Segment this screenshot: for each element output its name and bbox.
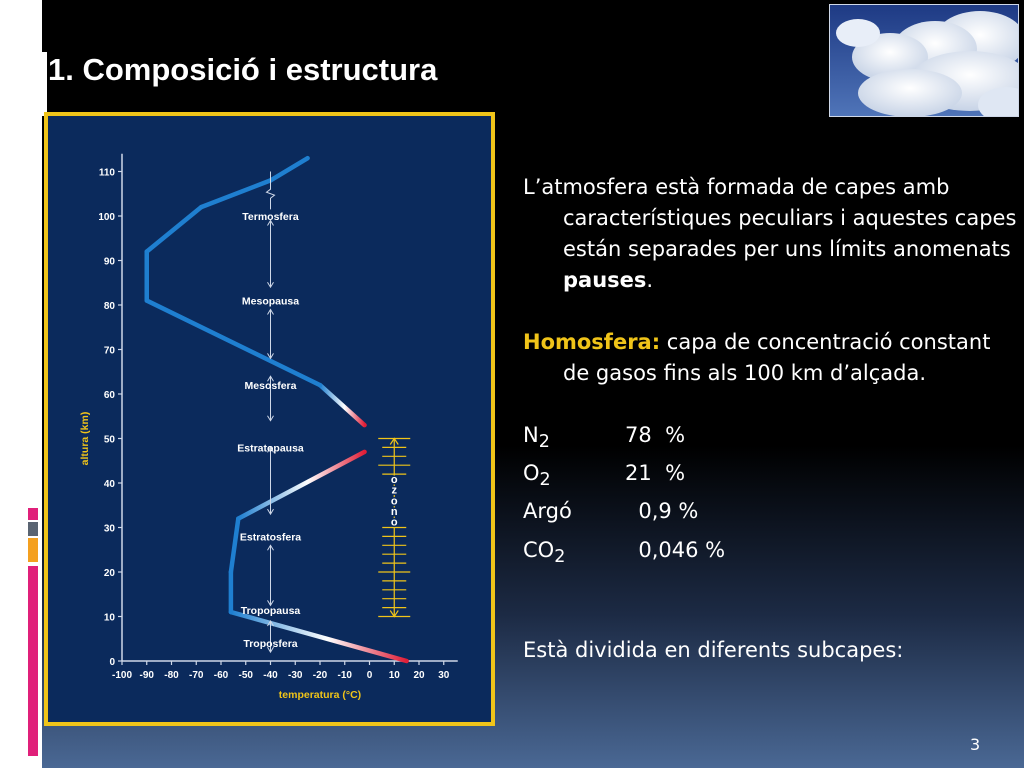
gas-symbol: CO	[523, 537, 555, 562]
gas-subscript: 2	[538, 432, 550, 453]
y-tick-label: 70	[103, 345, 115, 357]
layer-label: Estratopausa	[237, 442, 304, 455]
x-tick-label: -100	[111, 670, 133, 681]
gas-row	[523, 458, 1018, 496]
warm-profile-segment	[231, 612, 407, 661]
accent-pink-bar	[28, 566, 38, 756]
y-tick-label: 110	[98, 167, 115, 179]
gas-name	[523, 535, 625, 573]
y-tick-label: 100	[98, 212, 115, 223]
title-bar-decoration	[24, 52, 28, 116]
profile-segment	[231, 519, 238, 572]
profile-segment	[147, 301, 320, 386]
x-tick-label: -80	[164, 670, 179, 681]
gas-percent: 0,9 %	[625, 499, 699, 524]
title-bar-decoration	[42, 52, 47, 116]
y-tick-label: 60	[103, 390, 115, 401]
gas-subscript: 2	[539, 470, 551, 491]
layer-label: Termosfera	[242, 211, 299, 223]
body-text	[523, 172, 1018, 666]
gas-row	[523, 496, 1018, 534]
slide-title: 1. Composició i estructura	[48, 52, 438, 87]
profile-segment	[147, 207, 201, 252]
profile-segment	[201, 180, 270, 207]
gas-subscript: 2	[554, 546, 566, 567]
y-tick-label: 90	[103, 256, 115, 268]
gas-row	[523, 535, 1018, 573]
title-bar-decoration	[30, 52, 36, 116]
ozone-letter: z	[391, 484, 397, 497]
x-tick-label: 30	[438, 670, 450, 681]
ozone-letter: o	[390, 516, 398, 529]
ozone-letter: o	[390, 495, 398, 508]
profile-segment	[271, 158, 308, 180]
layer-label: Tropopausa	[240, 604, 301, 617]
gas-row	[523, 420, 1018, 458]
gas-name	[523, 458, 625, 496]
title-bar-decoration	[38, 52, 41, 116]
x-tick-label: -90	[139, 670, 154, 681]
ozone-letter: o	[390, 474, 398, 486]
homosfera-paragraph	[523, 327, 1018, 389]
x-tick-label: 20	[413, 670, 425, 681]
y-tick-label: 50	[103, 434, 115, 446]
x-tick-label: 0	[366, 670, 373, 681]
cloud-photo	[829, 4, 1019, 117]
layer-label: Estratosfera	[239, 531, 302, 544]
gas-percent: 78 %	[625, 423, 686, 447]
page-number: 3	[970, 735, 981, 754]
y-tick-label: 0	[109, 657, 115, 668]
gas-symbol: O	[523, 461, 540, 486]
x-tick-label: -60	[213, 670, 229, 681]
gas-percent: 0,046 %	[625, 537, 726, 562]
y-tick-label: 40	[103, 479, 115, 490]
warm-profile-segment	[320, 385, 365, 425]
gas-percent: 21 %	[625, 461, 686, 486]
y-tick-label: 80	[103, 301, 115, 312]
x-tick-label: 10	[388, 670, 400, 681]
gas-symbol: N	[523, 423, 539, 447]
gas-symbol: Argó	[523, 499, 572, 524]
intro-end: .	[646, 268, 654, 292]
x-tick-label: -20	[312, 670, 328, 681]
x-tick-label: -50	[238, 670, 253, 681]
layer-label: Mesopausa	[241, 295, 300, 308]
y-tick-label: 10	[103, 612, 115, 624]
y-tick-label: 30	[103, 523, 115, 535]
gas-name	[523, 496, 625, 534]
x-axis-label: temperatura (°C)	[278, 689, 362, 701]
warm-profile-segment	[238, 452, 364, 519]
gas-name	[523, 420, 625, 458]
x-tick-label: -30	[288, 670, 303, 681]
atmosphere-diagram	[44, 112, 495, 726]
intro-text: L’atmosfera està formada de capes amb característiques peculiars i aquestes capes están separades per uns límits anomenats	[523, 175, 1017, 261]
homosfera-label: Homosfera:	[523, 330, 661, 354]
accent-gray-square	[28, 522, 38, 536]
cloud-image	[830, 5, 1019, 117]
x-tick-label: -70	[189, 670, 204, 681]
y-axis-label: altura (km)	[79, 411, 91, 466]
x-tick-label: -10	[337, 670, 352, 681]
intro-paragraph	[523, 172, 1018, 296]
pauses-term: pauses	[563, 268, 647, 292]
y-tick-label: 20	[103, 568, 115, 579]
homosfera-text: capa de concentració constant de gasos fins als 100 km d’alçada.	[563, 330, 991, 385]
ozone-letter: n	[390, 506, 398, 519]
temperature-profile-graphic	[48, 116, 491, 722]
layer-label: Troposfera	[243, 638, 298, 651]
accent-orange-square	[28, 538, 38, 562]
closing-line: Està dividida en diferents subcapes:	[523, 637, 904, 662]
x-tick-label: -40	[263, 670, 278, 681]
gas-list	[523, 420, 1018, 573]
layer-label: Mesosfera	[244, 380, 297, 393]
accent-pink-square	[28, 508, 38, 520]
